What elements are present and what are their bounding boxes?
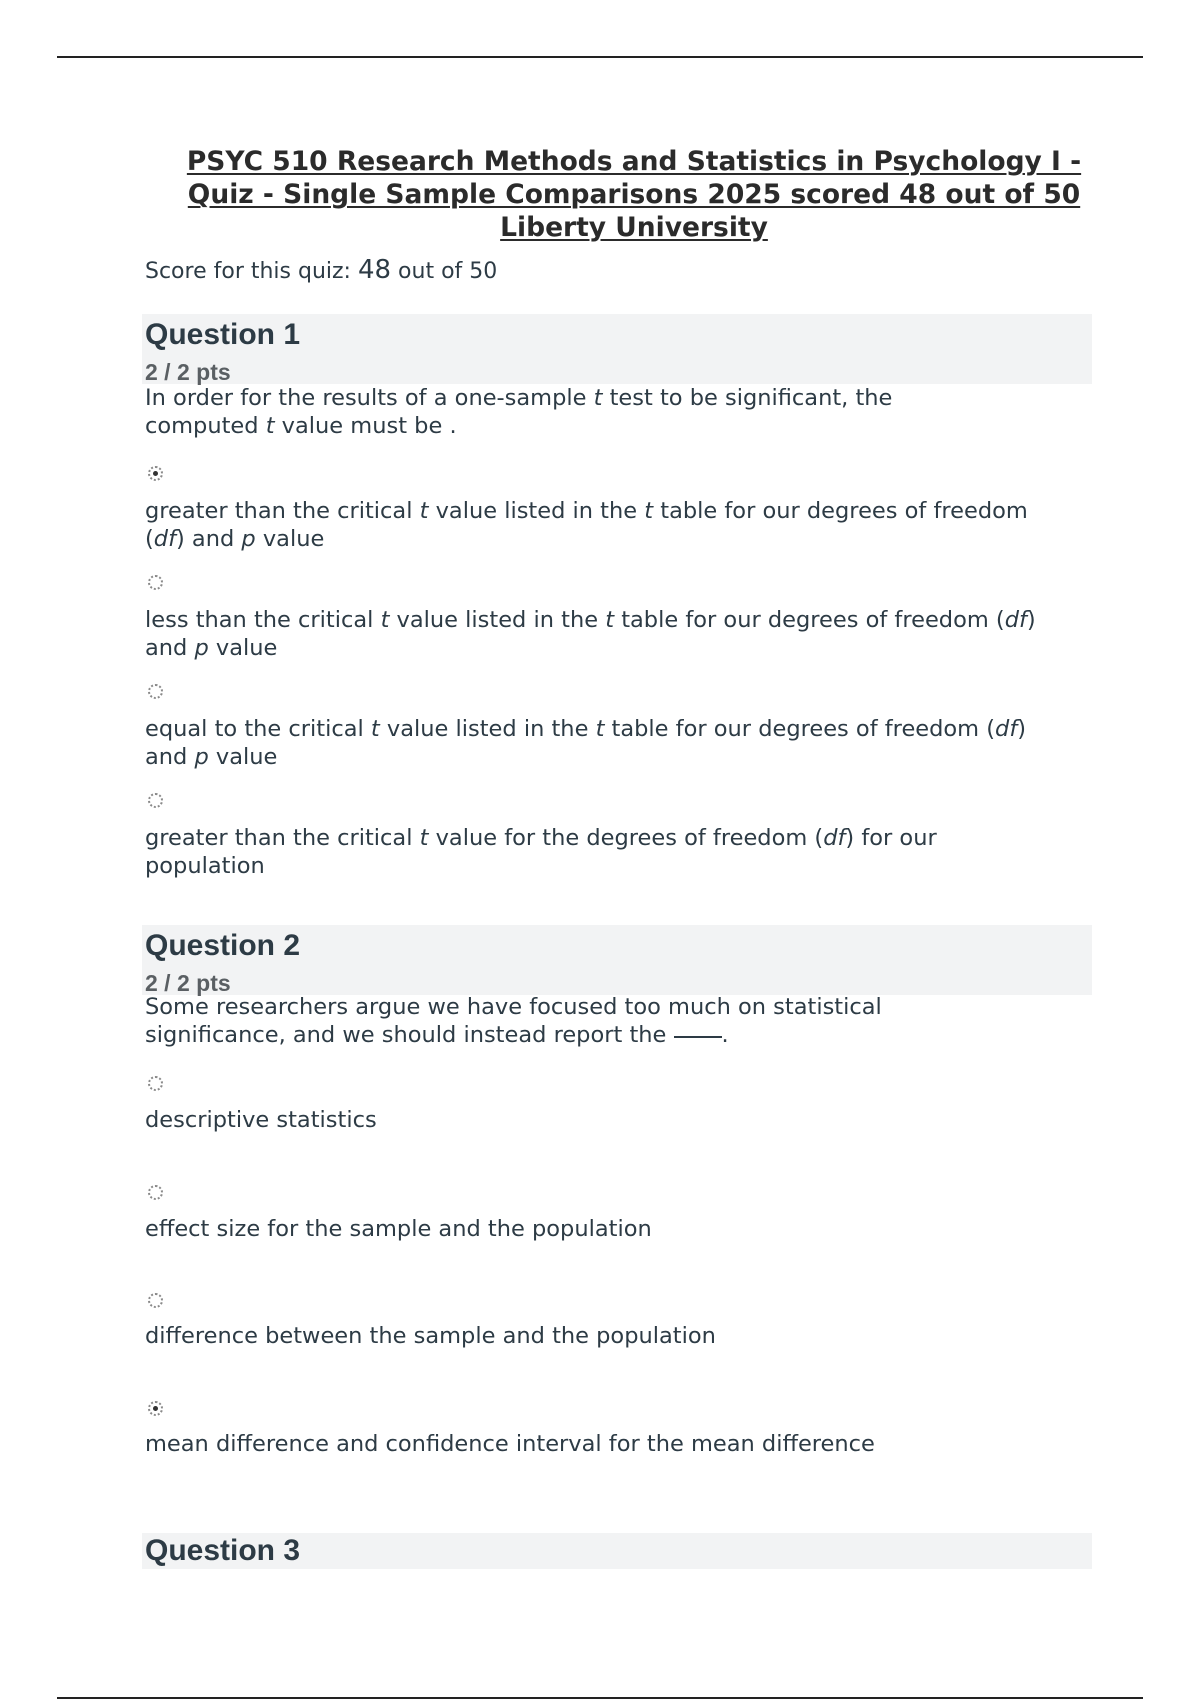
quiz-score — [145, 255, 497, 285]
answer-radio[interactable] — [148, 1401, 163, 1416]
question-2-text: Some researchers argue we have focused too much on statistical significance, and we should instead report the . — [145, 994, 882, 1048]
question-1-header — [142, 314, 1092, 384]
question-2-header — [142, 925, 1092, 995]
answer-option: difference between the sample and the population — [145, 1323, 716, 1349]
answer-radio[interactable] — [148, 1185, 163, 1200]
top-rule — [57, 56, 1143, 58]
answer-radio[interactable] — [148, 1076, 163, 1091]
title-line-2: Quiz - Single Sample Comparisons 2025 scored 48 out of 50 — [187, 179, 1081, 210]
question-title: Question 1 — [145, 318, 301, 351]
answer-option: descriptive statistics — [145, 1107, 377, 1133]
question-title: Question 2 — [145, 929, 301, 962]
answer-radio[interactable] — [148, 1293, 163, 1308]
question-3-header — [142, 1533, 1092, 1569]
answer-radio[interactable] — [148, 466, 163, 481]
answer-option: mean difference and confidence interval for the mean difference — [145, 1431, 875, 1457]
answer-option: equal to the critical t value listed in the t table for our degrees of freedom (df) and p value — [145, 716, 1027, 770]
answer-radio[interactable] — [148, 684, 163, 699]
document-title — [145, 145, 1123, 244]
answer-radio[interactable] — [148, 575, 163, 590]
question-1-text: In order for the results of a one-sample t test to be significant, the computed t value must be . — [145, 385, 893, 439]
answer-radio[interactable] — [148, 793, 163, 808]
answer-blank — [674, 1036, 722, 1038]
question-points: 2 / 2 pts — [145, 359, 231, 385]
score-total: out of 50 — [391, 259, 498, 284]
score-label: Score for this quiz: — [145, 259, 358, 284]
title-line-3: Liberty University — [500, 212, 768, 243]
answer-option: less than the critical t value listed in the t table for our degrees of freedom (df) and p value — [145, 607, 1036, 661]
question-points: 2 / 2 pts — [145, 970, 231, 996]
question-title: Question 3 — [145, 1534, 301, 1567]
answer-option: effect size for the sample and the population — [145, 1216, 652, 1242]
answer-option: greater than the critical t value for the degrees of freedom (df) for our population — [145, 825, 937, 879]
answer-option: greater than the critical t value listed in the t table for our degrees of freedom (df) and p value — [145, 498, 1028, 552]
score-value: 48 — [357, 255, 392, 285]
title-line-1: PSYC 510 Research Methods and Statistics in Psychology I - — [186, 146, 1082, 177]
bottom-rule — [57, 1697, 1143, 1699]
